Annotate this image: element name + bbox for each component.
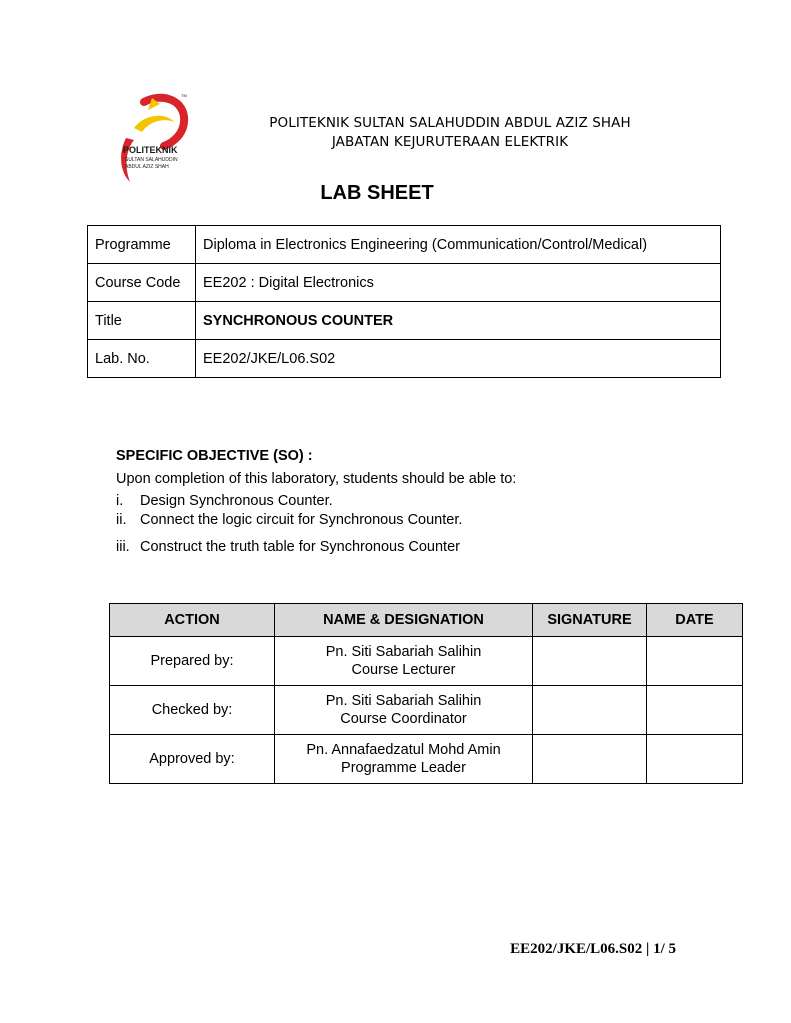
header-action: ACTION: [110, 604, 275, 637]
objective-item-text: Design Synchronous Counter.: [140, 493, 333, 509]
logo-line3: ABDUL AZIZ SHAH: [125, 164, 169, 170]
signoff-name-designation: [275, 735, 533, 784]
specific-objective-section: [116, 448, 736, 557]
info-label: Course Code: [88, 264, 196, 302]
objective-intro: Upon completion of this laboratory, students should be able to:: [116, 471, 517, 487]
info-value: Diploma in Electronics Engineering (Communication/Control/Medical): [196, 226, 721, 264]
header-signature: SIGNATURE: [533, 604, 647, 637]
info-label: Lab. No.: [88, 340, 196, 378]
header-name-designation: NAME & DESIGNATION: [275, 604, 533, 637]
signoff-table: [109, 603, 743, 784]
politeknik-logo: [104, 88, 194, 184]
objective-item-number: ii.: [116, 512, 127, 528]
logo-name: POLITEKNIK: [123, 145, 178, 155]
table-row: [110, 637, 743, 686]
signoff-header-row: [110, 604, 743, 637]
signoff-action: Approved by:: [110, 735, 275, 784]
objective-item-text: Connect the logic circuit for Synchronous Counter.: [140, 512, 463, 528]
logo-line2: SULTAN SALAHUDDIN: [125, 157, 178, 163]
signoff-signature: [533, 735, 647, 784]
signoff-designation: Course Lecturer: [351, 662, 456, 678]
signoff-designation: Programme Leader: [341, 760, 466, 776]
institution-name: POLITEKNIK SULTAN SALAHUDDIN ABDUL AZIZ SHAH: [269, 115, 631, 131]
course-info-table: [87, 225, 721, 378]
objective-item: [116, 511, 736, 530]
logo-tm: TM: [181, 93, 187, 98]
page-footer: EE202/JKE/L06.S02 | 1/ 5: [510, 941, 676, 957]
signoff-date: [647, 637, 743, 686]
objective-item-text: Construct the truth table for Synchronous Counter: [140, 539, 460, 555]
signoff-signature: [533, 637, 647, 686]
signoff-person-name: Pn. Siti Sabariah Salihin: [325, 644, 482, 660]
signoff-signature: [533, 686, 647, 735]
signoff-date: [647, 686, 743, 735]
signoff-person-name: Pn. Annafaedzatul Mohd Amin: [306, 742, 501, 758]
signoff-designation: Course Coordinator: [340, 711, 467, 727]
signoff-name-designation: [275, 637, 533, 686]
info-row-lab-no: [88, 340, 721, 378]
info-value: EE202/JKE/L06.S02: [196, 340, 721, 378]
document-header: [200, 114, 700, 152]
lab-sheet-title: LAB SHEET: [320, 182, 434, 204]
header-date: DATE: [647, 604, 743, 637]
info-row-title: [88, 302, 721, 340]
signoff-date: [647, 735, 743, 784]
objective-heading: SPECIFIC OBJECTIVE (SO) :: [116, 448, 313, 464]
objective-item: [116, 538, 736, 557]
info-row-programme: [88, 226, 721, 264]
signoff-action: Prepared by:: [110, 637, 275, 686]
info-value: EE202 : Digital Electronics: [196, 264, 721, 302]
objective-item-number: iii.: [116, 539, 130, 555]
objective-item-number: i.: [116, 493, 124, 509]
table-row: [110, 735, 743, 784]
objective-item: [116, 492, 736, 511]
signoff-action: Checked by:: [110, 686, 275, 735]
info-label: Title: [88, 302, 196, 340]
info-row-course-code: [88, 264, 721, 302]
info-value: SYNCHRONOUS COUNTER: [196, 302, 721, 340]
table-row: [110, 686, 743, 735]
signoff-person-name: Pn. Siti Sabariah Salihin: [325, 693, 482, 709]
department-name: JABATAN KEJURUTERAAN ELEKTRIK: [331, 134, 569, 150]
signoff-name-designation: [275, 686, 533, 735]
info-label: Programme: [88, 226, 196, 264]
